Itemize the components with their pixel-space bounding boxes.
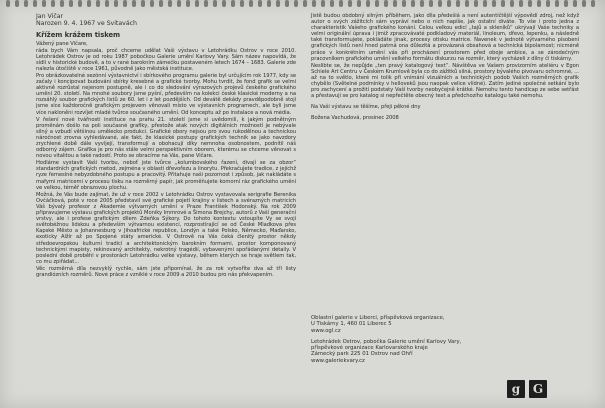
spiral-ring xyxy=(267,0,271,7)
spiral-ring xyxy=(429,0,433,7)
left-text xyxy=(36,41,296,279)
spiral-ring xyxy=(249,0,253,7)
spiral-ring xyxy=(411,0,415,7)
gallery-logo-liberec: g xyxy=(507,380,525,398)
spiral-ring xyxy=(438,0,442,7)
spiral-ring xyxy=(582,0,586,7)
spiral-ring xyxy=(96,0,100,7)
spiral-ring xyxy=(294,0,298,7)
spiral-ring xyxy=(114,0,118,7)
publisher-line: Letohrádek Ostrov, pobočka Galerie umění Karlovy Vary, xyxy=(311,338,462,345)
spiral-ring xyxy=(141,0,145,7)
right-text xyxy=(311,13,579,122)
spiral-ring xyxy=(222,0,226,7)
spiral-ring xyxy=(78,0,82,7)
left-paragraph: Hodláme vystavit Vaši tvorbu, neboť jste tvůrce „kolumbovského řazení, divají se za obzor“ standardních grafických metod, zejména v oblasti dřevořezu a linorytu. Překračujete tradice, z jejichž ryze řemeslné nebyzdobného postupu a pracovitý. Přitahuje naši pozornost i způsob, jak nakládáte s mafymi matricemi v procesu tisku na rozměrný papír, jak proměňujete komorní ráz grafického umění ve velkou, téměř obrazovou plochu. xyxy=(36,160,296,191)
spiral-ring xyxy=(573,0,577,7)
publisher-line: www.galeriekvary.cz xyxy=(311,357,365,364)
spiral-ring xyxy=(6,0,10,7)
spiral-ring xyxy=(501,0,505,7)
right-paragraph: Jistě budou obdobný silným příběhem, jako díla předešlá a není autentičtější výpovědí zdroj, než když autor o svých zážitcích sám vypráví nebo o nich napíše, jak ostatní diváte. To vše i proto jedna z charakteristik Vašeho grafického konání. Celou velkou edicí „tajů a skleníků“ ukrývají Vaše techniky a velmi originální úprava i jimiž zpracovávaté podkladový materiál, linoleum, dřevo, lepenku, a následně také transformujete, pokládáte jinak, procesy otisku matrice. Navenek v jednotě výtvarného písobení grafických listů není hned patrná ona důlezitá a provázaná obsahová a technická bipolarnost; nicméně práce v konkrétním umění vás při procházení prostorem před oboje ambice, a se zárodečným pracovníkem grafického umění velkého formátu diskurzu na rozměr, který vycházeli z dílny či tiskárny. xyxy=(311,13,579,62)
spiral-ring xyxy=(303,0,307,7)
left-column xyxy=(36,13,296,279)
right-paragraph: Božena Vachudová, prosinec 2008 xyxy=(311,115,399,122)
spiral-ring xyxy=(348,0,352,7)
spiral-ring xyxy=(24,0,28,7)
spiral-ring xyxy=(195,0,199,7)
spiral-ring xyxy=(384,0,388,7)
right-paragraph: Na Vaši výstavu se těšíme, přeji pěkné dny xyxy=(311,104,421,111)
spiral-ring xyxy=(132,0,136,7)
spiral-ring xyxy=(537,0,541,7)
spiral-ring xyxy=(465,0,469,7)
spiral-ring xyxy=(123,0,127,7)
spiral-ring xyxy=(591,0,595,7)
spiral-ring xyxy=(87,0,91,7)
spiral-ring xyxy=(366,0,370,7)
spiral-ring xyxy=(60,0,64,7)
spiral-ring xyxy=(393,0,397,7)
left-paragraph: ráda bych Vám napsala, proč chceme udělat Vaši výstavu v Letohrádku Ostrov v roce 2010. Letohrádek Ostrov je od roku 1987 pobočkou Galerie umění Karlovy Vary. Sám název napovídá, že sídlí v historické budově, a to v rané barokním zámečku postaveném letech 1674 – 1683. Galerie zde nalezla útočiště v roce 1961, původně jako městská instituce. xyxy=(36,47,296,72)
spiral-ring xyxy=(510,0,514,7)
spiral-ring xyxy=(150,0,154,7)
spiral-ring xyxy=(474,0,478,7)
publisher-line: www.ogl.cz xyxy=(311,327,341,334)
spiral-ring xyxy=(105,0,109,7)
spiral-ring xyxy=(420,0,424,7)
logos xyxy=(507,380,547,398)
left-paragraph: Vážený pane Vičare, xyxy=(36,40,88,47)
right-column xyxy=(311,13,579,123)
spiral-ring xyxy=(276,0,280,7)
spiral-ring xyxy=(285,0,289,7)
spiral-ring xyxy=(168,0,172,7)
spiral-ring xyxy=(177,0,181,7)
spiral-ring xyxy=(186,0,190,7)
spiral-ring xyxy=(33,0,37,7)
spiral-ring xyxy=(330,0,334,7)
left-paragraph: Možná, že Vás bude zajímat, že už v roce 2002 v Letohrádku Ostrov vystavovala serigrafie Berenika Ovčáčková, poté v roce 2005 představil své grafické pojetí krajiny v listech a svérazných matricích Váš bývalý profesor z Akademie výtvarných umění v Praze František Hodonský. Na rok 2009 připravujeme výstavu grafických projektů Moniky Immrové a Šimona Brejchy, autorů z Vaší generační vrstvy, ale i profese grafickým dílem Zdeňka Sýkory. Do tohoto kontextu vstoupíte Vy se svojí světobéžnou lidskou a především výtvarnou existencí, rozprostírající se od České Mladkova přes Kapské Město a Johannesburg v Jihoafrické republice, Londýn a také Polsko, Německo, Maďarsko, exoticky Alžír až po Spojené státy americké. V Ostrově na Vás čeká členitý prostor někdy středoevropskou kulturní tradicí a architektonickým barokním formami, prostor komponovaný technickými mapisty, rekinovaný architekty, nekrotný tragédií, vybavenými spořádanými detaily. V poslední době proběhl v prostorách Letohrádku velké výstavy, během kterých se hraje světlem tak, co mu zpiřádat... xyxy=(36,191,296,265)
spiral-ring xyxy=(519,0,523,7)
publisher-line: Oblastní galerie v Liberci, příspěvková organizace, xyxy=(311,315,445,321)
spiral-ring xyxy=(231,0,235,7)
publisher-line: Zámecký park 225 01 Ostrov nad Ohří xyxy=(311,351,413,358)
right-paragraph: Neslibte se, že nepůjde „ten pravý katalogový text“. Návštěva ve Vašem provizorním ateliéru v Egon Schiele Art Centru v Českém Krumlově byla co do zážitků silná, prostory bývalého pivovaru ochromné, ... až na to světlo, které mi tolik při vnímání vizuálních a technických podob Vašich rozměrných grafik chybělo (Světelné podmínky v helloveků jsou naopak velice vlídné). Zatím jediné společné setkání bylo pro zachycení a prožití podstaty Vaší tvorby neobyčejně krátké. Nemohu tento handicap ze sebe setřást a přestavuji se pro katalog si nepřečtěte obecný text a předchozího katalogu také nemohu. xyxy=(311,62,579,100)
left-paragraph: V řešení nové tvářnosti instituce na prahu 21. století jsme si uvědomili, k jakým podnětným proměnám došlo na poli současné grafiky, přestože atak nových digitálních možností je nebývale silný a vzbudí většinou umělecko produkci. Grafické obory nejsou pro svou rukodělnou a technickou náročnost zrovna vyhledávané, ale fakt, že klasické postupy grafických technik se jako navzdory zrychlené době dále vyvíjejí, transformují a obohacují díky nemnoha osobnostem, podnítil náš odborný zájem. Grafika je pro nás stále velmi perspektivním oborem, kterému se chceme věnovat s novou vitalitou a také radostí. Proto se obracíme na Vás, pane Vičare. xyxy=(36,116,296,160)
spiral-ring xyxy=(159,0,163,7)
spiral-ring xyxy=(447,0,451,7)
spiral-ring xyxy=(456,0,460,7)
spiral-ring xyxy=(240,0,244,7)
left-paragraph: Věc rozměrná díla nezvyklý rychle, sám jste připomínal, že za rok vytvoříte dva až tři listy grandiózních rozměrů. Nové práce z vzniklé v roce 2009 a 2010 budou pro nás překvapením. xyxy=(36,265,296,278)
spiral-ring xyxy=(402,0,406,7)
spiral-ring xyxy=(15,0,19,7)
spiral-ring xyxy=(375,0,379,7)
spiral-ring xyxy=(555,0,559,7)
spiral-binding xyxy=(0,0,605,8)
spiral-ring xyxy=(213,0,217,7)
publisher-line: U Tiskárny 1, 460 01 Liberec 5 xyxy=(311,321,392,328)
spiral-ring xyxy=(312,0,316,7)
section-title: Křížem krážem tiskem xyxy=(36,31,121,40)
left-paragraph: Pro obrázkovatelné sezónní výstavnictví i sbírkového programu galerie byl určujícím rok 1977, kdy se začaly i koncipovat budování sbírky kresebné a grafické tvorby. Mohu tvrdit, že fond grafik se velmi aktivně rozrůstal nejenom postupně, ale i co do sledování výrazových projevů českého grafického umění 20. století. Na mnohé soubory jsme pyšní, především na kolekci české klasické moderny a na rozsáhlý soubor grafických listů ze 60. let i z let pozdějších. Od devátě dekády pravděpodobně stojí jsme síce každoročně grafickým projevem věnovali místo ve výstavních programech, ale byli jsme více nakloněni rozvíjet mladé tvůrce současného umění. Od konceptu až po instalace a nová média. xyxy=(36,72,296,116)
author-name: Jan Vičar xyxy=(36,13,64,20)
publisher-info xyxy=(311,315,579,364)
spiral-ring xyxy=(339,0,343,7)
spiral-ring xyxy=(42,0,46,7)
spiral-ring xyxy=(564,0,568,7)
spiral-ring xyxy=(528,0,532,7)
publisher-line: příspěvkové organizace Karlovarského kraje xyxy=(311,345,428,352)
spiral-ring xyxy=(492,0,496,7)
author-birth: Narozen 9. 4. 1967 ve Svitavách xyxy=(36,20,137,28)
spiral-ring xyxy=(69,0,73,7)
spiral-ring xyxy=(483,0,487,7)
gallery-logo-karlovy-vary: G xyxy=(529,380,547,398)
spiral-ring xyxy=(51,0,55,7)
spiral-ring xyxy=(357,0,361,7)
spiral-ring xyxy=(321,0,325,7)
spiral-ring xyxy=(258,0,262,7)
spiral-ring xyxy=(204,0,208,7)
spiral-ring xyxy=(546,0,550,7)
